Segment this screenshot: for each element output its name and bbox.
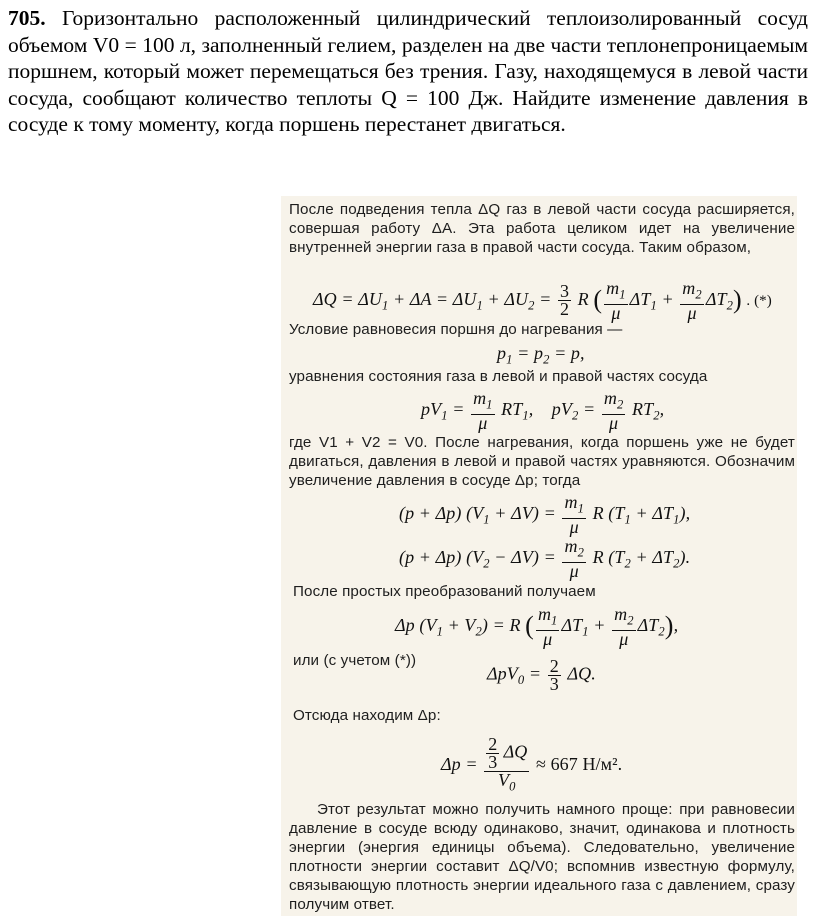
- equation-dp-v0: ΔpV$_0$ = $\frac{2}{3}$ ΔQ.: [487, 656, 596, 694]
- solution-paragraph-8: Этот результат можно получить намного проще: при равновесии давление в сосуде всюду одинаково, значит, одинакова и плотность энергии (энергия единицы объема). Следовательно, увеличение плотности энергии составит ΔQ/V0; вспомнив известную формулу, связывающую плотность энергии идеального газа с давлением, сразу получим ответ.: [289, 801, 795, 913]
- problem-number: 705.: [8, 6, 46, 30]
- problem-text: Горизонтально расположенный цилиндрический теплоизолированный сосуд объемом V0 = 100 л, заполненный гелием, разделен на две части теплонепроницаемым поршнем, который может перемещаться без трения. Газу, находящемуся в левой части сосуда, сообщают количество теплоты Q = 100 Дж. Найдите изменение давления в сосуде к тому моменту, когда поршень перестанет двигаться.: [8, 6, 808, 137]
- equation-after-left: (p + Δp) $(V_1 + \Delta V)$ = $\frac{m_1}{\mu}$ R $(T_1 + \Delta T_1)$,: [399, 492, 691, 537]
- solution-paragraph-4: где V1 + V2 = V0. После нагревания, когда поршень уже не будет двигаться, давления в левой и правой частях уравняются. Обозначим увеличение давления в сосуде Δp; тогда: [289, 434, 795, 489]
- problem-statement: [8, 5, 808, 138]
- solution-paragraph-6: или (с учетом (*)): [293, 652, 417, 669]
- solution-paragraph-7: Отсюда находим Δp:: [293, 707, 441, 724]
- solution-paragraph-1: После подведения тепла ΔQ газ в левой части сосуда расширяется, совершая работу ΔA. Эта работа целиком идет на увеличение внутренней энергии газа в правой части сосуда. Таким образом,: [289, 201, 795, 256]
- solution-paragraph-5: После простых преобразований получаем: [293, 583, 596, 600]
- equation-energy-balance: $\Delta Q = \Delta U_1 + \Delta A = \Delta U_1 + \Delta U_2$ = $\frac{3}{2}$ R ( $\frac{m_1}{\mu}$ $\Delta T_1$ + $\frac{m_2}{\mu}$ $\Delta T_2$) . (*): [313, 278, 772, 323]
- equation-result: Δp = $\frac{2}{3}$ ΔQ $V_0$ ≈ 667 Н/м².: [441, 734, 623, 794]
- equation-marker: . (*): [746, 292, 772, 309]
- equation-transformed: Δp $(V_1 + V_2) = R$ ( $\frac{m_1}{\mu}$ $\Delta T_1$ + $\frac{m_2}{\mu}$ $\Delta T_2$),: [395, 604, 679, 649]
- equation-equilibrium: $p_1 = p_2 = p$,: [497, 343, 585, 367]
- solution-paragraph-3: уравнения состояния газа в левой и правой частях сосуда: [289, 368, 708, 385]
- result-value: ≈ 667 Н/м².: [535, 753, 623, 774]
- equation-after-right: (p + Δp) $(V_2 - \Delta V)$ = $\frac{m_2}{\mu}$ R $(T_2 + \Delta T_2)$.: [399, 536, 691, 581]
- solution-paragraph-2: Условие равновесия поршня до нагревания —: [289, 321, 623, 338]
- solution-block: [281, 196, 797, 916]
- equation-state: $pV_1$ = $\frac{m_1}{\mu}$ $RT_1$, $pV_2$ = $\frac{m_2}{\mu}$ $RT_2$,: [421, 388, 665, 433]
